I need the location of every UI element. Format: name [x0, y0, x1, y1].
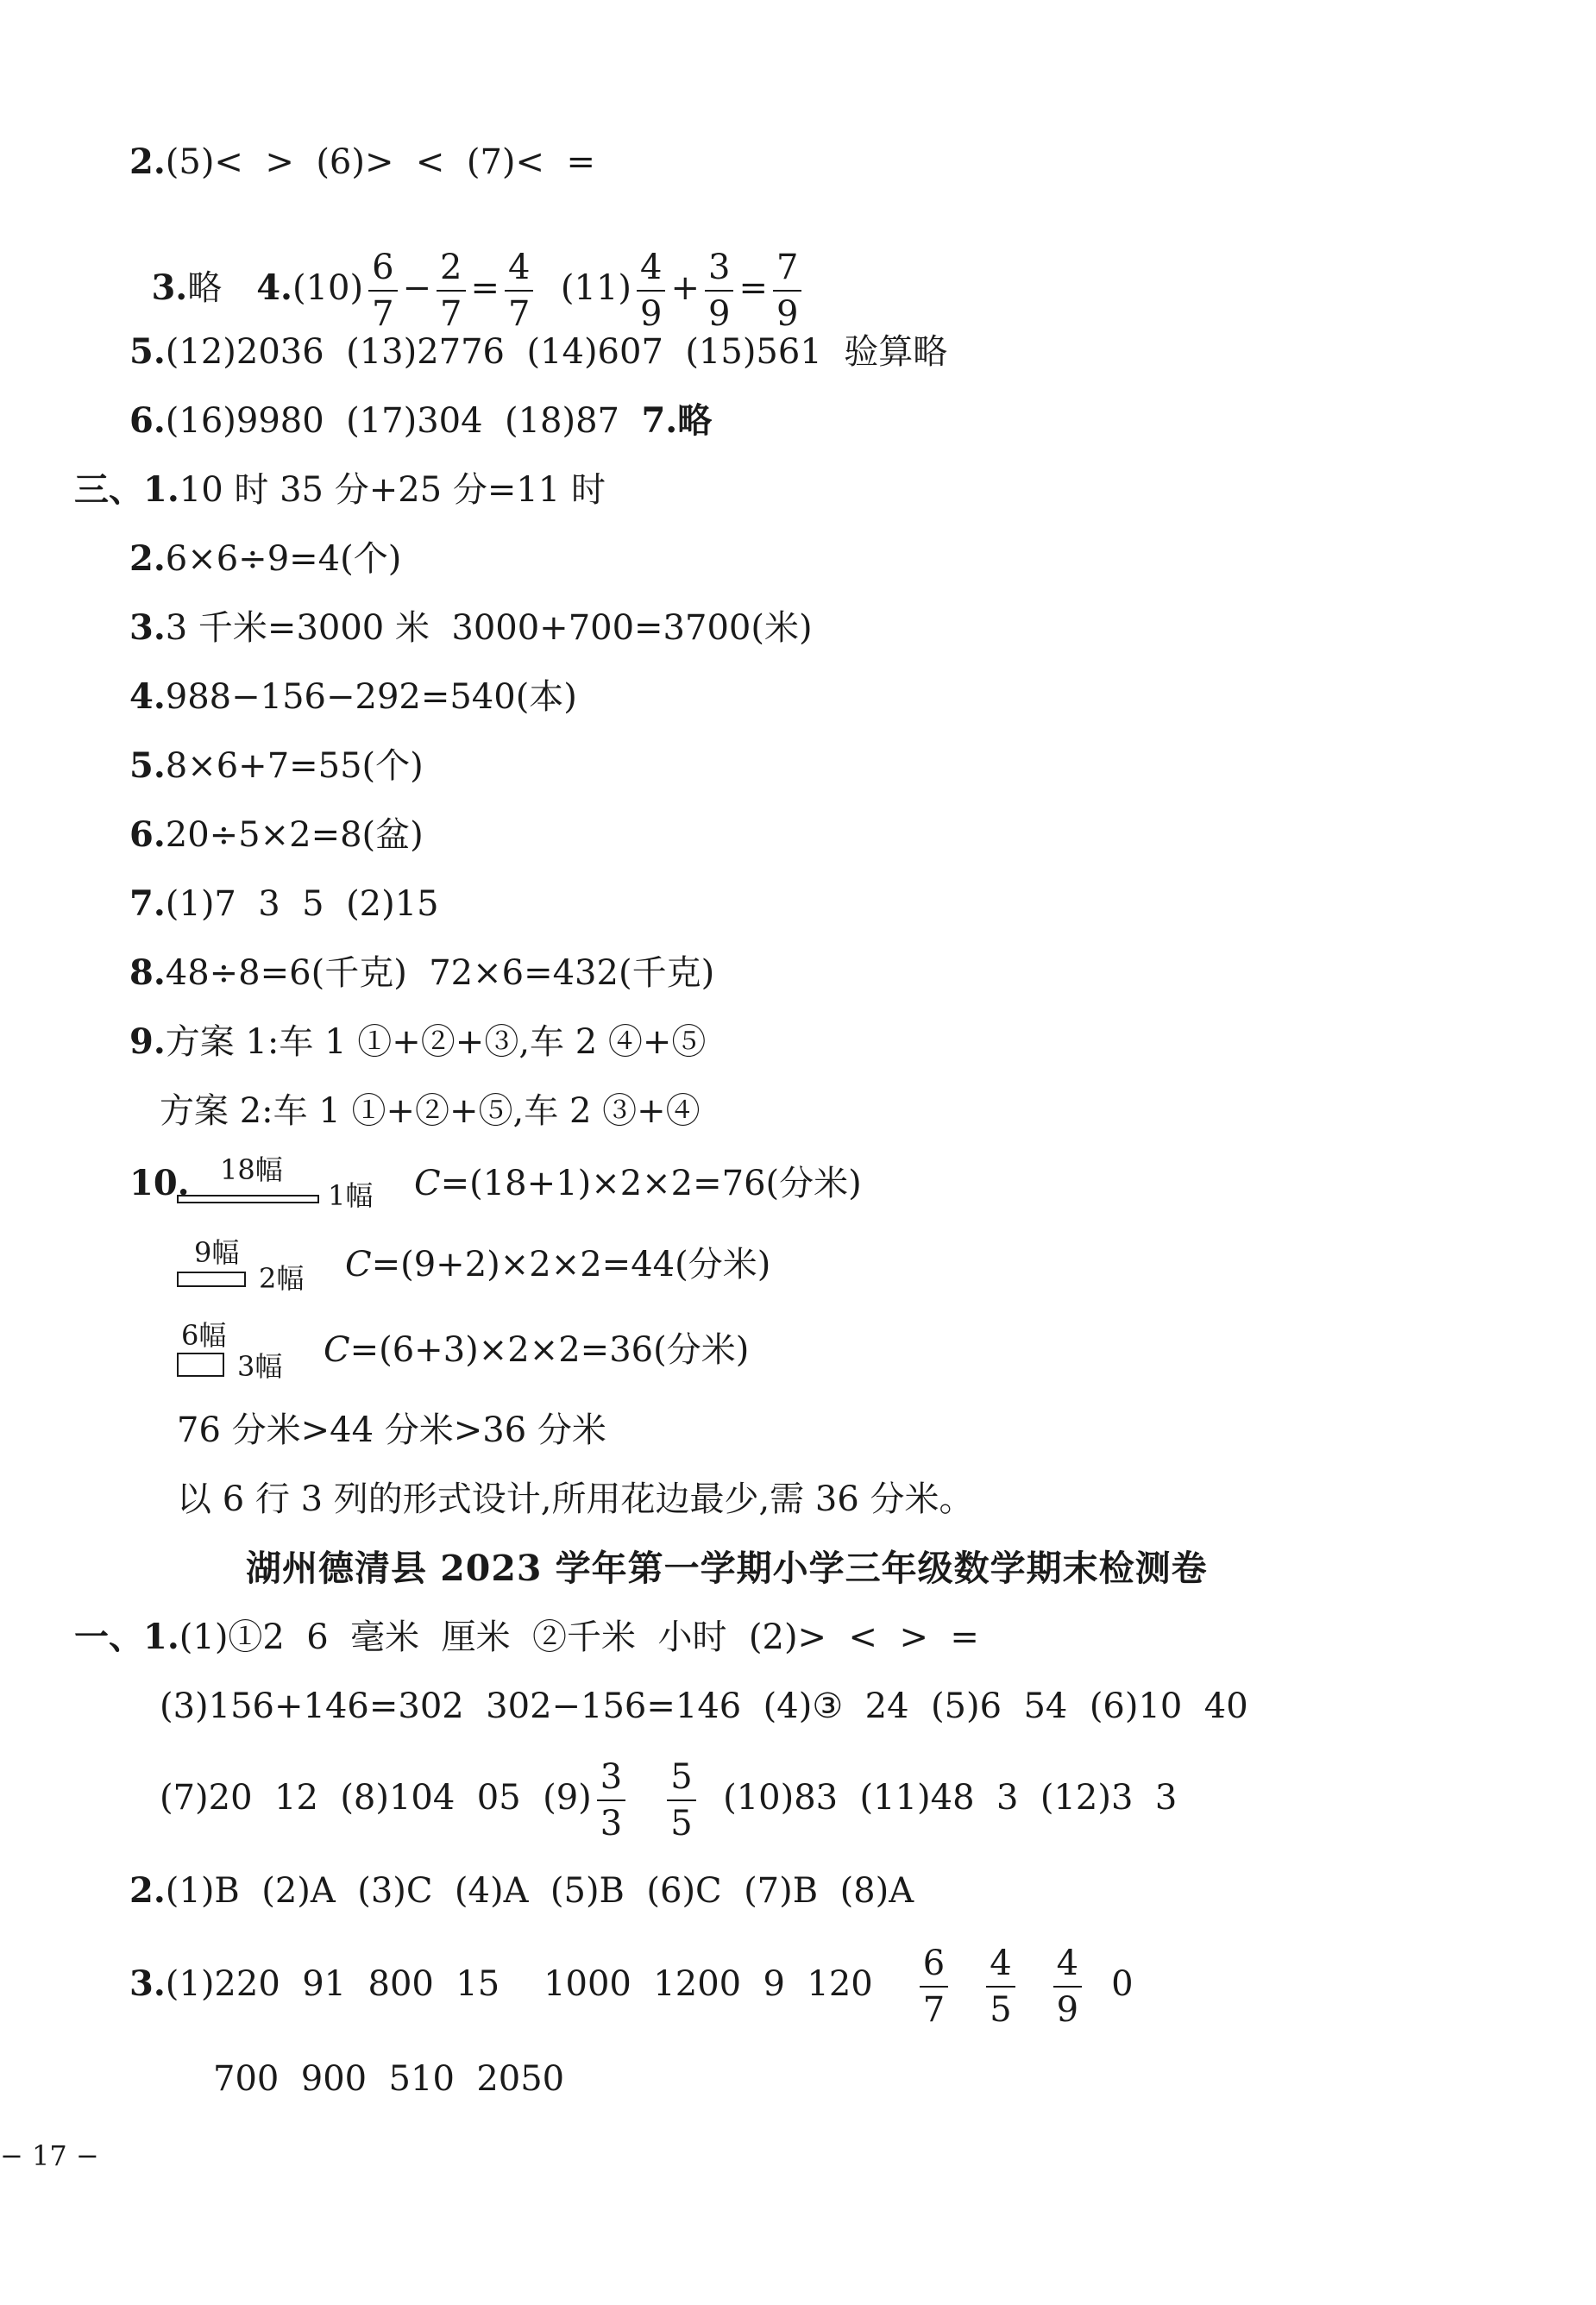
item-number: 6.: [129, 814, 166, 855]
section-heading: 一、: [74, 1617, 143, 1657]
diagram-3-side-label: 3幅: [237, 1350, 283, 1383]
item-number: 5.: [129, 331, 166, 372]
item-number: 2.: [129, 1870, 166, 1911]
diagram-1-rectangle: [177, 1195, 319, 1203]
answer-line-5: [129, 331, 948, 372]
part1-line-c: (7)20 12 (8)104 05 (9) $\frac{3}{3}$ $\frac{5}{5}$ (10)83 (11)48 3 (12)3 3: [160, 1757, 1178, 1843]
part1-line-d: [129, 1870, 914, 1911]
fraction: [637, 248, 665, 334]
section-3-line-2: [129, 538, 402, 579]
numerator: 4: [505, 250, 533, 292]
item-number: 3.: [151, 267, 188, 308]
numerator: 6: [368, 250, 397, 292]
answer-text: (1)7 3 5 (2)15: [165, 884, 439, 924]
numerator: 6: [920, 1946, 948, 1988]
operator: =: [738, 268, 768, 308]
answer-line-2: [129, 141, 595, 182]
answer-text: 6×6÷9=4(个): [165, 539, 402, 579]
answer-text: 略: [677, 400, 713, 441]
section-3-line-4: [129, 676, 577, 717]
denominator: 9: [707, 294, 731, 334]
diagram-2-side-label: 2幅: [259, 1262, 305, 1295]
operator: =: [470, 268, 500, 308]
fraction: [667, 1757, 695, 1843]
exam-title: 湖州德清县 2023 学年第一学期小学三年级数学期末检测卷: [246, 1548, 1208, 1589]
item-number: 7.: [641, 400, 678, 441]
answer-line-6: [129, 400, 713, 441]
answer-text: 略: [187, 268, 223, 308]
denominator: 9: [776, 294, 799, 334]
numerator: 4: [637, 250, 665, 292]
item-number: 7.: [129, 883, 166, 924]
operator: +: [670, 268, 700, 308]
numerator: 5: [667, 1760, 695, 1801]
part1-line-e: 3.(1)220 91 800 15 1000 1200 9 120 $\frac{6}{7}$ $\frac{4}{5}$ $\frac{4}{9}$ 0: [129, 1944, 1134, 2030]
section-3-line-3: [129, 607, 813, 648]
diagram-3-rectangle: [177, 1353, 224, 1377]
formula-3: C=(6+3)×2×2=36(分米): [324, 1330, 750, 1370]
denominator: 7: [922, 1990, 946, 2030]
answer-text: 10 时 35 分+25 分=11 时: [179, 470, 606, 510]
answer-text: 方案 2:车 1 ①+②+⑤,车 2 ③+④: [160, 1091, 701, 1131]
section-3-line-8: [129, 952, 715, 993]
answer-text: 20÷5×2=8(盆): [165, 815, 424, 855]
fraction: [368, 248, 397, 334]
formula-2: C=(9+2)×2×2=44(分米): [345, 1245, 771, 1284]
fraction: [1053, 1944, 1082, 2030]
denominator: 7: [508, 294, 531, 334]
section-3-line-5: [129, 745, 424, 786]
diagram-2-rectangle: [177, 1272, 246, 1287]
denominator: 9: [1056, 1990, 1079, 2030]
answer-text: (10): [292, 268, 364, 308]
fraction: [505, 248, 533, 334]
section-3-line-1: [74, 469, 606, 510]
numerator: 2: [437, 250, 465, 292]
fraction: [773, 248, 801, 334]
answer-text: 3 千米=3000 米 3000+700=3700(米): [165, 608, 813, 648]
item-number: 5.: [129, 745, 166, 786]
item-number: 9.: [129, 1021, 166, 1062]
answer-text: (11): [538, 268, 632, 308]
part1-line-f: 700 900 510 2050: [213, 2059, 565, 2099]
operator: −: [402, 268, 432, 308]
fraction: [986, 1944, 1015, 2030]
item-number: 4.: [129, 676, 166, 717]
answer-text: (5)< > (6)> < (7)< =: [165, 142, 595, 182]
section-3-line-9b: [160, 1091, 701, 1131]
item-number: 1.: [143, 469, 179, 510]
item-number: 4.: [256, 267, 292, 308]
item-number: 6.: [129, 400, 166, 441]
denominator: 7: [440, 294, 462, 334]
answer-text: (1)B (2)A (3)C (4)A (5)B (6)C (7)B (8)A: [165, 1871, 914, 1911]
item-number: 3.: [129, 1963, 166, 2004]
conclusion-line: 以 6 行 3 列的形式设计,所用花边最少,需 36 分米。: [177, 1479, 974, 1519]
section-heading: 三、: [74, 469, 143, 510]
item-number: 3.: [129, 607, 166, 648]
diagram-3-top-label: 6幅: [181, 1319, 227, 1352]
fraction: [437, 248, 465, 334]
numerator: 3: [597, 1760, 625, 1801]
answer-text: 48÷8=6(千克) 72×6=432(千克): [165, 953, 715, 993]
part1-line-b: (3)156+146=302 302−156=146 (4)③ 24 (5)6 54 (6)10 40: [160, 1686, 1248, 1726]
fraction: [705, 248, 733, 334]
denominator: 5: [670, 1804, 693, 1843]
denominator: 5: [990, 1990, 1012, 2030]
page-number: − 17 −: [0, 2139, 99, 2172]
diagram-2-top-label: 9幅: [194, 1236, 240, 1269]
diagram-1-side-label: 1幅: [328, 1179, 374, 1212]
fraction: [920, 1944, 948, 2030]
answer-text: 方案 1:车 1 ①+②+③,车 2 ④+⑤: [165, 1022, 707, 1062]
numerator: 3: [705, 250, 733, 292]
answer-line-3-4: [129, 216, 807, 334]
item-10-number: 10.: [129, 1163, 190, 1203]
part1-line-a: [74, 1617, 979, 1657]
item-number: 8.: [129, 952, 166, 993]
answer-text: (16)9980 (17)304 (18)87: [165, 401, 642, 441]
item-number: 1.: [143, 1617, 179, 1657]
section-3-line-7: [129, 883, 439, 924]
numerator: 4: [1053, 1946, 1082, 1988]
answer-text: (1)220 91 800 15 1000 1200 9 120: [165, 1964, 873, 2004]
numerator: 7: [773, 250, 801, 292]
formula-1: C=(18+1)×2×2=76(分米): [414, 1164, 862, 1203]
denominator: 3: [600, 1804, 623, 1843]
item-number: 2.: [129, 141, 166, 182]
item-number: 2.: [129, 538, 166, 579]
section-3-line-9a: [129, 1021, 707, 1062]
answer-text: 988−156−292=540(本): [165, 677, 577, 717]
numerator: 4: [986, 1946, 1015, 1988]
answer-text: (1)①2 6 毫米 厘米 ②千米 小时 (2)> < > =: [179, 1617, 979, 1657]
fraction: [597, 1757, 625, 1843]
comparison-line: 76 分米>44 分米>36 分米: [177, 1410, 606, 1450]
denominator: 7: [372, 294, 394, 334]
diagram-1-top-label: 18幅: [220, 1153, 283, 1186]
denominator: 9: [640, 294, 663, 334]
answer-text: (12)2036 (13)2776 (14)607 (15)561 验算略: [165, 332, 948, 372]
section-3-line-6: [129, 814, 424, 855]
answer-text: 8×6+7=55(个): [165, 746, 424, 786]
